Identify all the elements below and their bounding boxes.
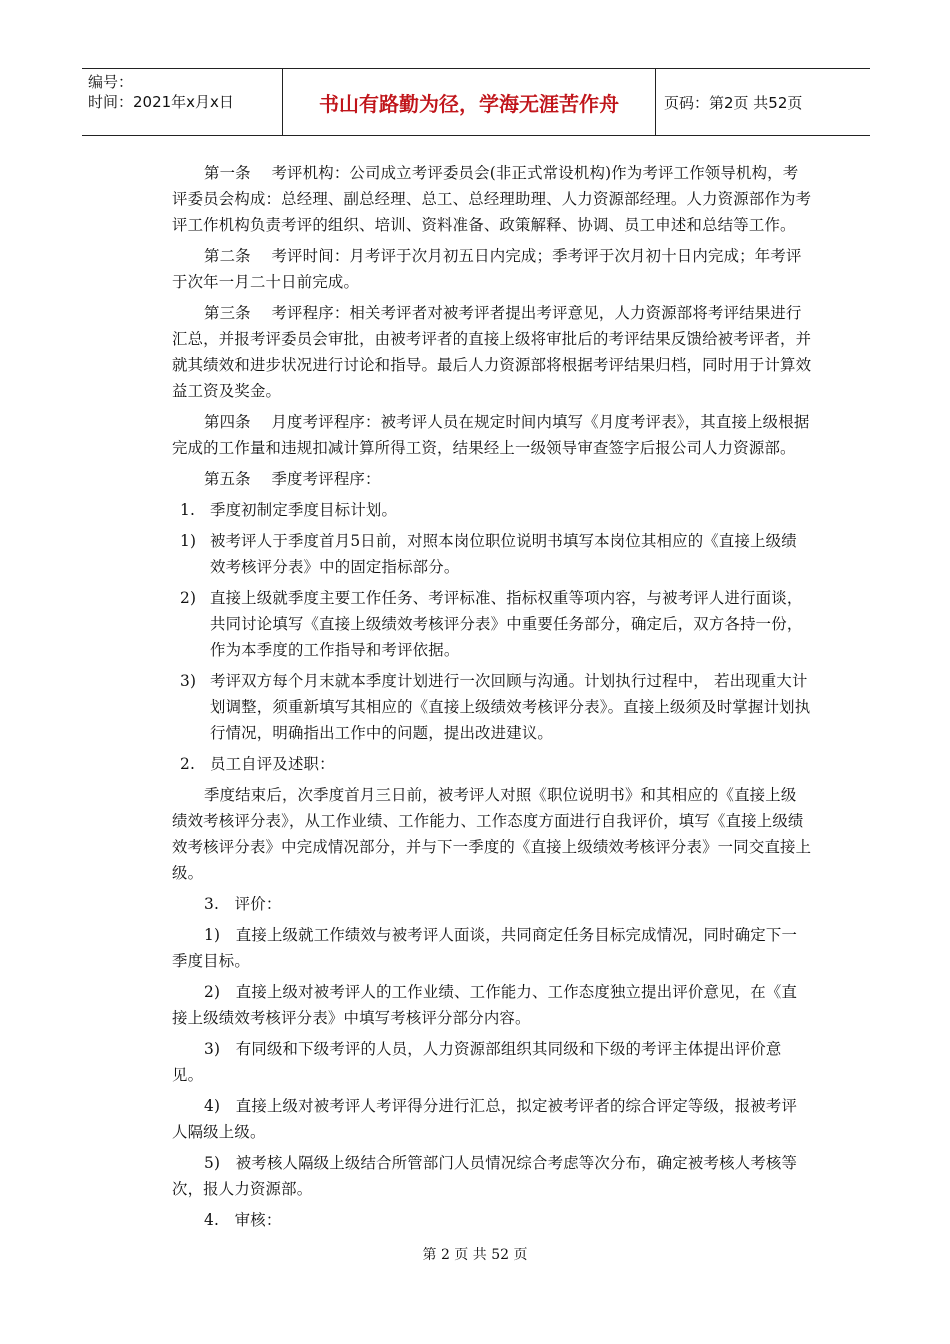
list-text: 直接上级就季度主要工作任务、考评标准、指标权重等项内容，与被考评人进行面谈，共同讨论填写《直接上级绩效考核评分表》中重要任务部分，确定后，双方各持一份，作为本季度的工作指导和考评依据。	[210, 589, 803, 659]
header-motto: 书山有路勤为径，学海无涯苦作舟	[282, 69, 656, 135]
header-meta	[82, 69, 282, 135]
page-footer: 第 2 页 共 52 页	[422, 1247, 528, 1263]
paragraph	[172, 751, 812, 777]
list-number: 1)	[180, 532, 197, 550]
paragraph: 4. 审核：	[204, 1211, 282, 1229]
paragraph: 3. 评价：	[204, 895, 282, 913]
paragraph: 第二条 考评时间：月考评于次月初五日内完成；季考评于次月初十日内完成；年考评于次年一月二十日前完成。	[172, 247, 802, 291]
header-page-info: 页码：第2页 共52页	[664, 93, 803, 112]
paragraph	[172, 585, 812, 663]
paragraph: 5) 被考核人隔级上级结合所管部门人员情况综合考虑等次分布，确定被考核人考核等次，报人力资源部。	[172, 1154, 798, 1198]
list-number: 1.	[180, 501, 196, 519]
paragraph: 4) 直接上级对被考评人考评得分进行汇总，拟定被考评者的综合评定等级，报被考评人隔级上级。	[172, 1097, 798, 1141]
date-label: 时间：2021年x月x日	[88, 93, 234, 111]
page-header	[82, 68, 870, 136]
paragraph: 1) 直接上级就工作绩效与被考评人面谈，共同商定任务目标完成情况，同时确定下一季度目标。	[172, 926, 798, 970]
paragraph	[172, 528, 812, 580]
list-text: 被考评人于季度首月5日前，对照本岗位职位说明书填写本岗位其相应的《直接上级绩效考核评分表》中的固定指标部分。	[210, 532, 797, 576]
paragraph	[172, 668, 812, 746]
list-text: 考评双方每个月末就本季度计划进行一次回顾与沟通。计划执行过程中， 若出现重大计划调整，须重新填写其相应的《直接上级绩效考核评分表》。直接上级须及时掌握计划执行情况，明确指出工作中的问题，提出改进建议。	[210, 672, 811, 742]
paragraph	[172, 497, 812, 523]
list-text: 员工自评及述职：	[210, 755, 335, 773]
list-text: 季度初制定季度目标计划。	[210, 501, 398, 519]
paragraph: 2) 直接上级对被考评人的工作业绩、工作能力、工作态度独立提出评价意见，在《直接上级绩效考核评分表》中填写考核评分部分内容。	[172, 983, 798, 1027]
paragraph: 第三条 考评程序：相关考评者对被考评者提出考评意见，人力资源部将考评结果进行汇总，并报考评委员会审批，由被考评者的直接上级将审批后的考评结果反馈给被考评者，并就其绩效和进步状况进行讨论和指导。最后人力资源部将根据考评结果归档，同时用于计算效益工资及奖金。	[172, 304, 812, 400]
paragraph: 第五条 季度考评程序：	[204, 470, 381, 488]
list-number: 3)	[180, 672, 197, 690]
list-number: 2.	[180, 755, 196, 773]
paragraph: 季度结束后，次季度首月三日前，被考评人对照《职位说明书》和其相应的《直接上级绩效考核评分表》，从工作业绩、工作能力、工作态度方面进行自我评价，填写《直接上级绩效考核评分表》中完成情况部分，并与下一季度的《直接上级绩效考核评分表》一同交直接上级。	[172, 786, 812, 882]
document-body	[172, 160, 812, 1238]
paragraph: 第四条 月度考评程序：被考评人员在规定时间内填写《月度考评表》，其直接上级根据完成的工作量和违规扣减计算所得工资，结果经上一级领导审查签字后报公司人力资源部。	[172, 413, 810, 457]
list-number: 2)	[180, 589, 197, 607]
code-label: 编号：	[88, 73, 134, 91]
paragraph: 第一条 考评机构：公司成立考评委员会(非正式常设机构)作为考评工作领导机构，考评委员会构成：总经理、副总经理、总工、总经理助理、人力资源部经理。人力资源部作为考评工作机构负责考评的组织、培训、资料准备、政策解释、协调、员工申述和总结等工作。	[172, 164, 812, 234]
paragraph: 3) 有同级和下级考评的人员，人力资源部组织其同级和下级的考评主体提出评价意见。	[172, 1040, 782, 1084]
